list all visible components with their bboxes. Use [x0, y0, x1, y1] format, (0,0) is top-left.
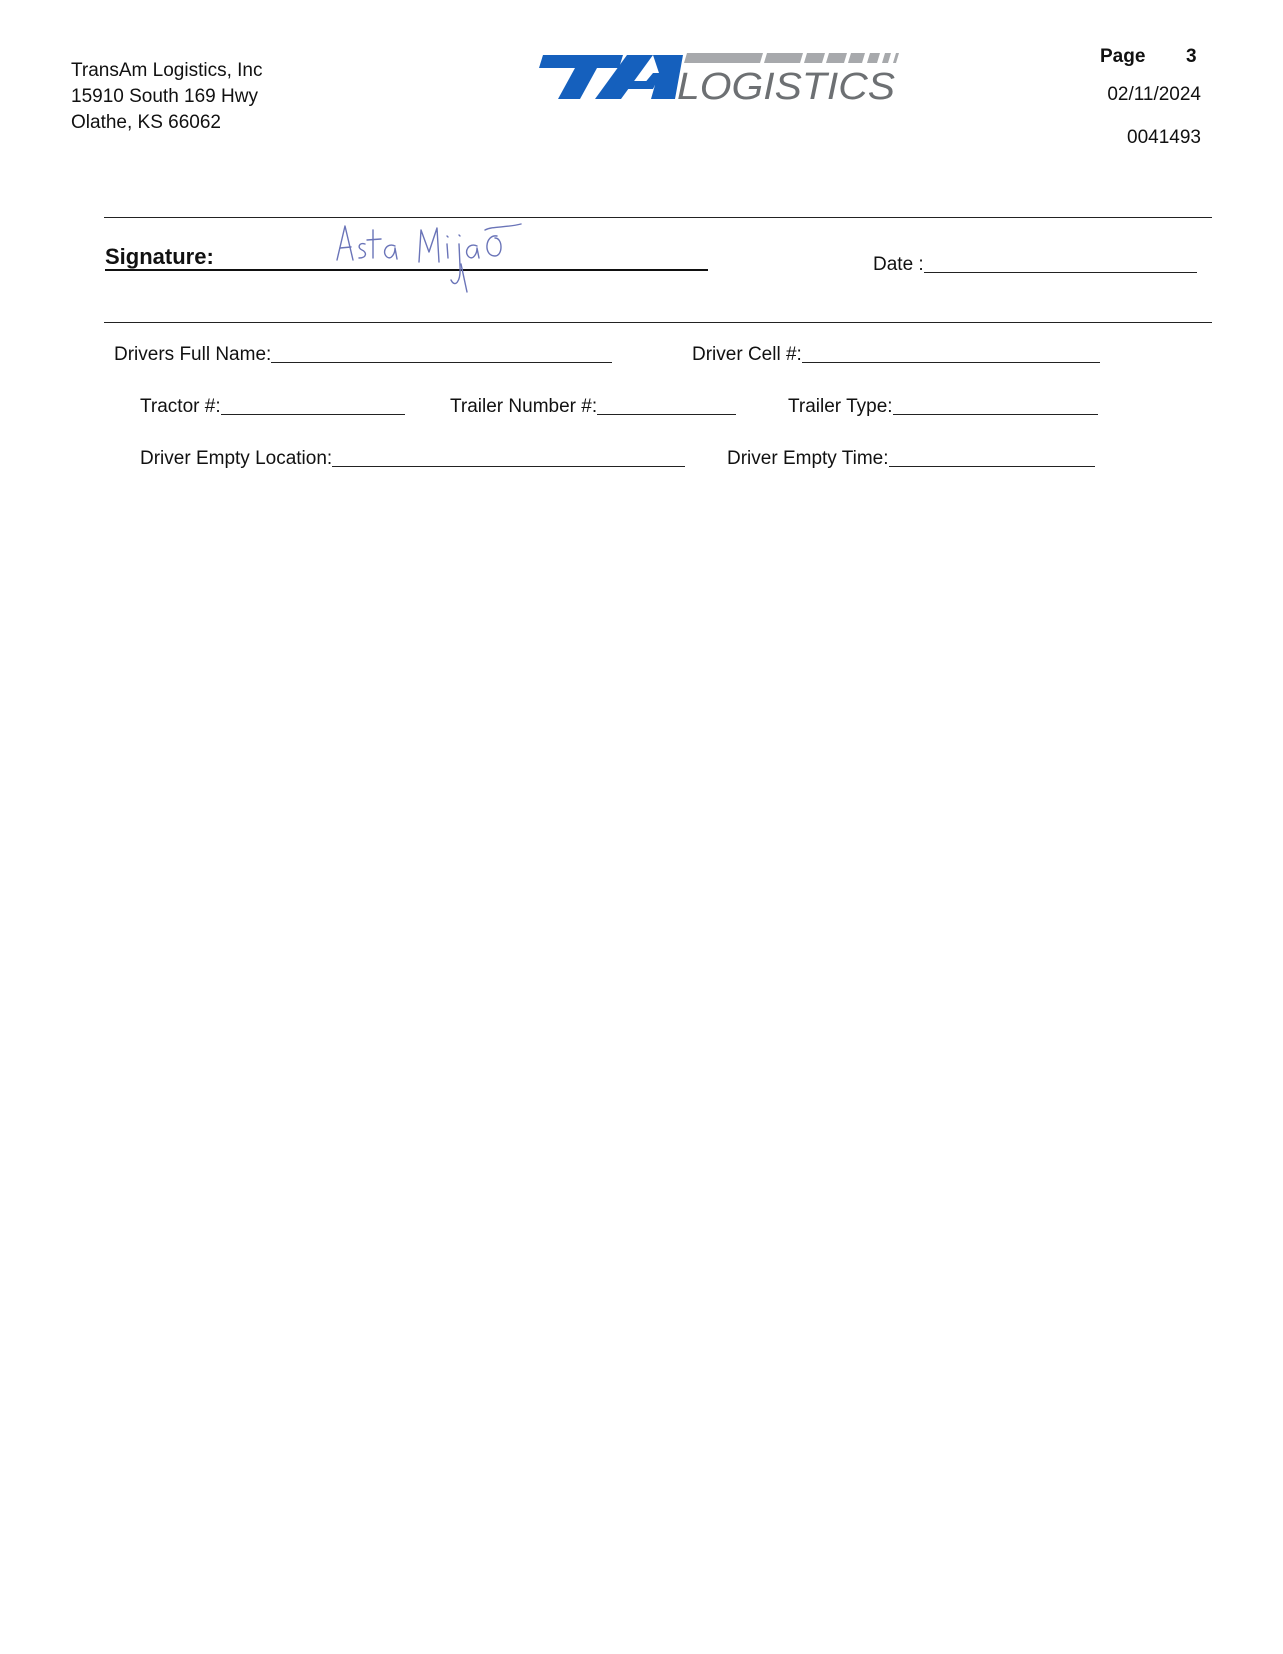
trailer-number-field[interactable]	[450, 396, 736, 418]
company-address	[71, 58, 262, 136]
signature-label: Signature:	[105, 244, 214, 269]
logo-wordmark: LOGISTICS	[677, 66, 895, 105]
driver-empty-time-field[interactable]	[727, 448, 1095, 470]
tractor-field[interactable]	[140, 396, 405, 418]
driver-cell-blank[interactable]	[802, 344, 1100, 363]
date-label: Date :	[873, 254, 924, 275]
trailer-number-blank[interactable]	[597, 396, 736, 415]
ta-logistics-logo	[535, 53, 915, 105]
trailer-type-field[interactable]	[788, 396, 1098, 418]
divider-top	[104, 217, 1212, 218]
page-number: 3	[1186, 46, 1197, 67]
document-date: 02/11/2024	[1107, 84, 1201, 105]
divider-bottom	[104, 322, 1212, 323]
trailer-number-label: Trailer Number #:	[450, 396, 598, 417]
company-address-line2: Olathe, KS 66062	[71, 112, 221, 133]
document-number: 0041493	[1127, 127, 1201, 148]
date-blank[interactable]	[924, 254, 1197, 273]
driver-empty-location-blank[interactable]	[332, 448, 685, 467]
signature-label-underline	[105, 269, 226, 271]
driver-cell-field[interactable]	[692, 344, 1100, 366]
driver-cell-label: Driver Cell #:	[692, 344, 802, 365]
company-address-line1: 15910 South 169 Hwy	[71, 86, 258, 107]
page-label: Page	[1100, 46, 1146, 67]
company-name: TransAm Logistics, Inc	[71, 60, 263, 81]
driver-empty-location-label: Driver Empty Location:	[140, 448, 333, 469]
drivers-full-name-label: Drivers Full Name:	[114, 344, 272, 365]
tractor-blank[interactable]	[221, 396, 405, 415]
drivers-full-name-field[interactable]	[114, 344, 612, 366]
driver-empty-location-field[interactable]	[140, 448, 685, 470]
trailer-type-blank[interactable]	[893, 396, 1098, 415]
driver-empty-time-blank[interactable]	[889, 448, 1095, 467]
handwritten-signature	[335, 222, 525, 294]
trailer-type-label: Trailer Type:	[788, 396, 893, 417]
tractor-label: Tractor #:	[140, 396, 221, 417]
date-field[interactable]	[873, 254, 1197, 276]
drivers-full-name-blank[interactable]	[271, 344, 612, 363]
driver-empty-time-label: Driver Empty Time:	[727, 448, 889, 469]
